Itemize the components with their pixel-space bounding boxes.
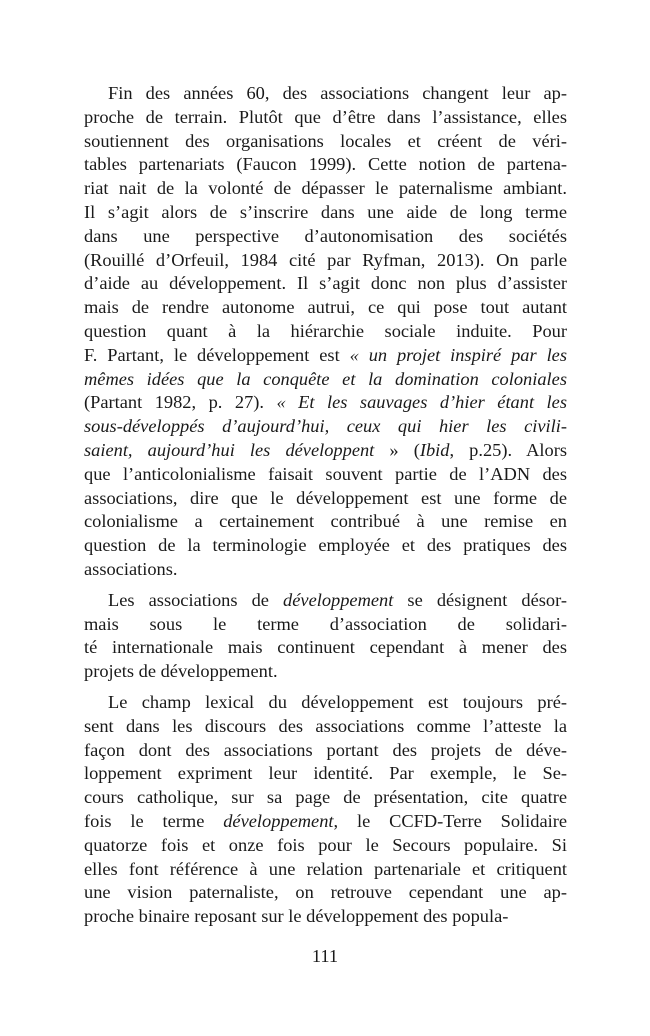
italic-text: développement bbox=[223, 810, 334, 831]
text-line bbox=[84, 739, 567, 763]
text-run: mais sous le terme d’association de solidari- bbox=[84, 613, 567, 634]
text-line bbox=[84, 344, 567, 368]
text-line bbox=[84, 463, 567, 487]
text-run: , le CCFD-Terre Solidaire bbox=[333, 810, 567, 831]
italic-text: développement bbox=[283, 589, 394, 610]
text-run: riat nait de la volonté de dépasser le paternalisme ambiant. bbox=[84, 178, 567, 199]
text-line bbox=[84, 858, 567, 882]
text-line bbox=[84, 534, 567, 558]
text-line bbox=[84, 415, 567, 439]
text-run: sent dans les discours des associations comme l’atteste la bbox=[84, 715, 567, 736]
text-run: Le champ lexical du développement est toujours pré- bbox=[108, 691, 567, 712]
text-run: tables partenariats (Faucon 1999). Cette notion de partena- bbox=[84, 154, 567, 175]
paragraph bbox=[84, 691, 567, 929]
text-run: proche de terrain. Plutôt que d’être dans l’assistance, elles bbox=[84, 106, 567, 127]
text-line bbox=[84, 786, 567, 810]
text-run: une vision paternaliste, on retrouve cependant une ap- bbox=[84, 882, 567, 903]
text-run: d’aide au développement. Il s’agit donc non plus d’assister bbox=[84, 273, 567, 294]
paragraph bbox=[84, 82, 567, 582]
text-line bbox=[84, 905, 567, 929]
text-line bbox=[84, 201, 567, 225]
text-line bbox=[84, 320, 567, 344]
text-line bbox=[84, 660, 567, 684]
text-run: Fin des années 60, des associations changent leur ap- bbox=[108, 83, 567, 103]
text-line bbox=[84, 368, 567, 392]
text-line bbox=[84, 715, 567, 739]
text-line bbox=[84, 589, 567, 613]
text-run: Il s’agit alors de s’inscrire dans une aide de long terme bbox=[84, 201, 567, 222]
italic-text: sous-développés d’aujourd’hui, ceux qui hier les civili- bbox=[84, 416, 567, 437]
text-line bbox=[84, 225, 567, 249]
italic-text: « Et les sauvages d’hier étant les bbox=[276, 392, 567, 413]
text-line bbox=[84, 439, 567, 463]
text-line bbox=[84, 391, 567, 415]
text-run: dans une perspective d’autonomisation des sociétés bbox=[84, 225, 567, 246]
text-line bbox=[84, 82, 567, 106]
text-run: se désignent désor- bbox=[393, 589, 567, 610]
text-line bbox=[84, 296, 567, 320]
text-run: question quant à la hiérarchie sociale induite. Pour bbox=[84, 320, 567, 341]
text-run: quatorze fois et onze fois pour le Secours populaire. Si bbox=[84, 834, 567, 855]
text-line bbox=[84, 881, 567, 905]
text-run: soutiennent des organisations locales et créent de véri- bbox=[84, 130, 567, 151]
text-line bbox=[84, 487, 567, 511]
text-line bbox=[84, 636, 567, 660]
text-line bbox=[84, 558, 567, 582]
text-run: (Partant 1982, p. 27). bbox=[84, 392, 277, 413]
italic-text: Ibid bbox=[419, 439, 450, 460]
italic-text: « un projet inspiré par les bbox=[349, 344, 567, 365]
text-run: cours catholique, sur sa page de présentation, cite quatre bbox=[84, 787, 567, 808]
text-run: , p.25). Alors bbox=[449, 439, 568, 460]
text-run: fois le terme bbox=[84, 810, 224, 831]
paragraph bbox=[84, 589, 567, 684]
text-run: question de la terminologie employée et des pratiques des bbox=[84, 535, 567, 556]
text-line bbox=[84, 810, 567, 834]
text-line bbox=[84, 691, 567, 715]
text-run: mais de rendre autonome autrui, ce qui pose tout autant bbox=[84, 297, 567, 318]
text-line bbox=[84, 613, 567, 637]
text-line bbox=[84, 762, 567, 786]
text-line bbox=[84, 272, 567, 296]
text-run: loppement expriment leur identité. Par exemple, le Se- bbox=[84, 763, 567, 784]
text-line bbox=[84, 249, 567, 273]
text-run: té internationale mais continuent cependant à mener des bbox=[84, 637, 567, 658]
text-line bbox=[84, 130, 567, 154]
page-number: 111 bbox=[311, 946, 339, 966]
text-run: associations, dire que le développement est une forme de bbox=[84, 487, 567, 508]
italic-text: mêmes idées que la conquête et la domination coloniales bbox=[84, 368, 567, 389]
text-run: » ( bbox=[374, 439, 420, 460]
text-run: proche binaire reposant sur le développement des popula- bbox=[84, 906, 509, 927]
text-line bbox=[84, 153, 567, 177]
text-line bbox=[84, 177, 567, 201]
italic-text: saient, aujourd’hui les développent bbox=[84, 439, 375, 460]
text-run: F. Partant, le développement est bbox=[84, 344, 350, 365]
text-run: projets de développement. bbox=[84, 661, 278, 682]
text-line bbox=[84, 510, 567, 534]
text-line bbox=[84, 834, 567, 858]
text-run: colonialisme a certainement contribué à une remise en bbox=[84, 511, 567, 532]
text-run: Les associations de bbox=[108, 589, 284, 610]
text-run: associations. bbox=[84, 558, 178, 579]
text-run: que l’anticolonialisme faisait souvent partie de l’ADN des bbox=[84, 463, 567, 484]
text-run: elles font référence à une relation partenariale et critiquent bbox=[84, 858, 567, 879]
text-run: (Rouillé d’Orfeuil, 1984 cité par Ryfman, 2013). On parle bbox=[84, 249, 567, 270]
text-run: façon dont des associations portant des projets de déve- bbox=[84, 739, 567, 760]
text-line bbox=[84, 106, 567, 130]
page-body bbox=[84, 82, 567, 929]
